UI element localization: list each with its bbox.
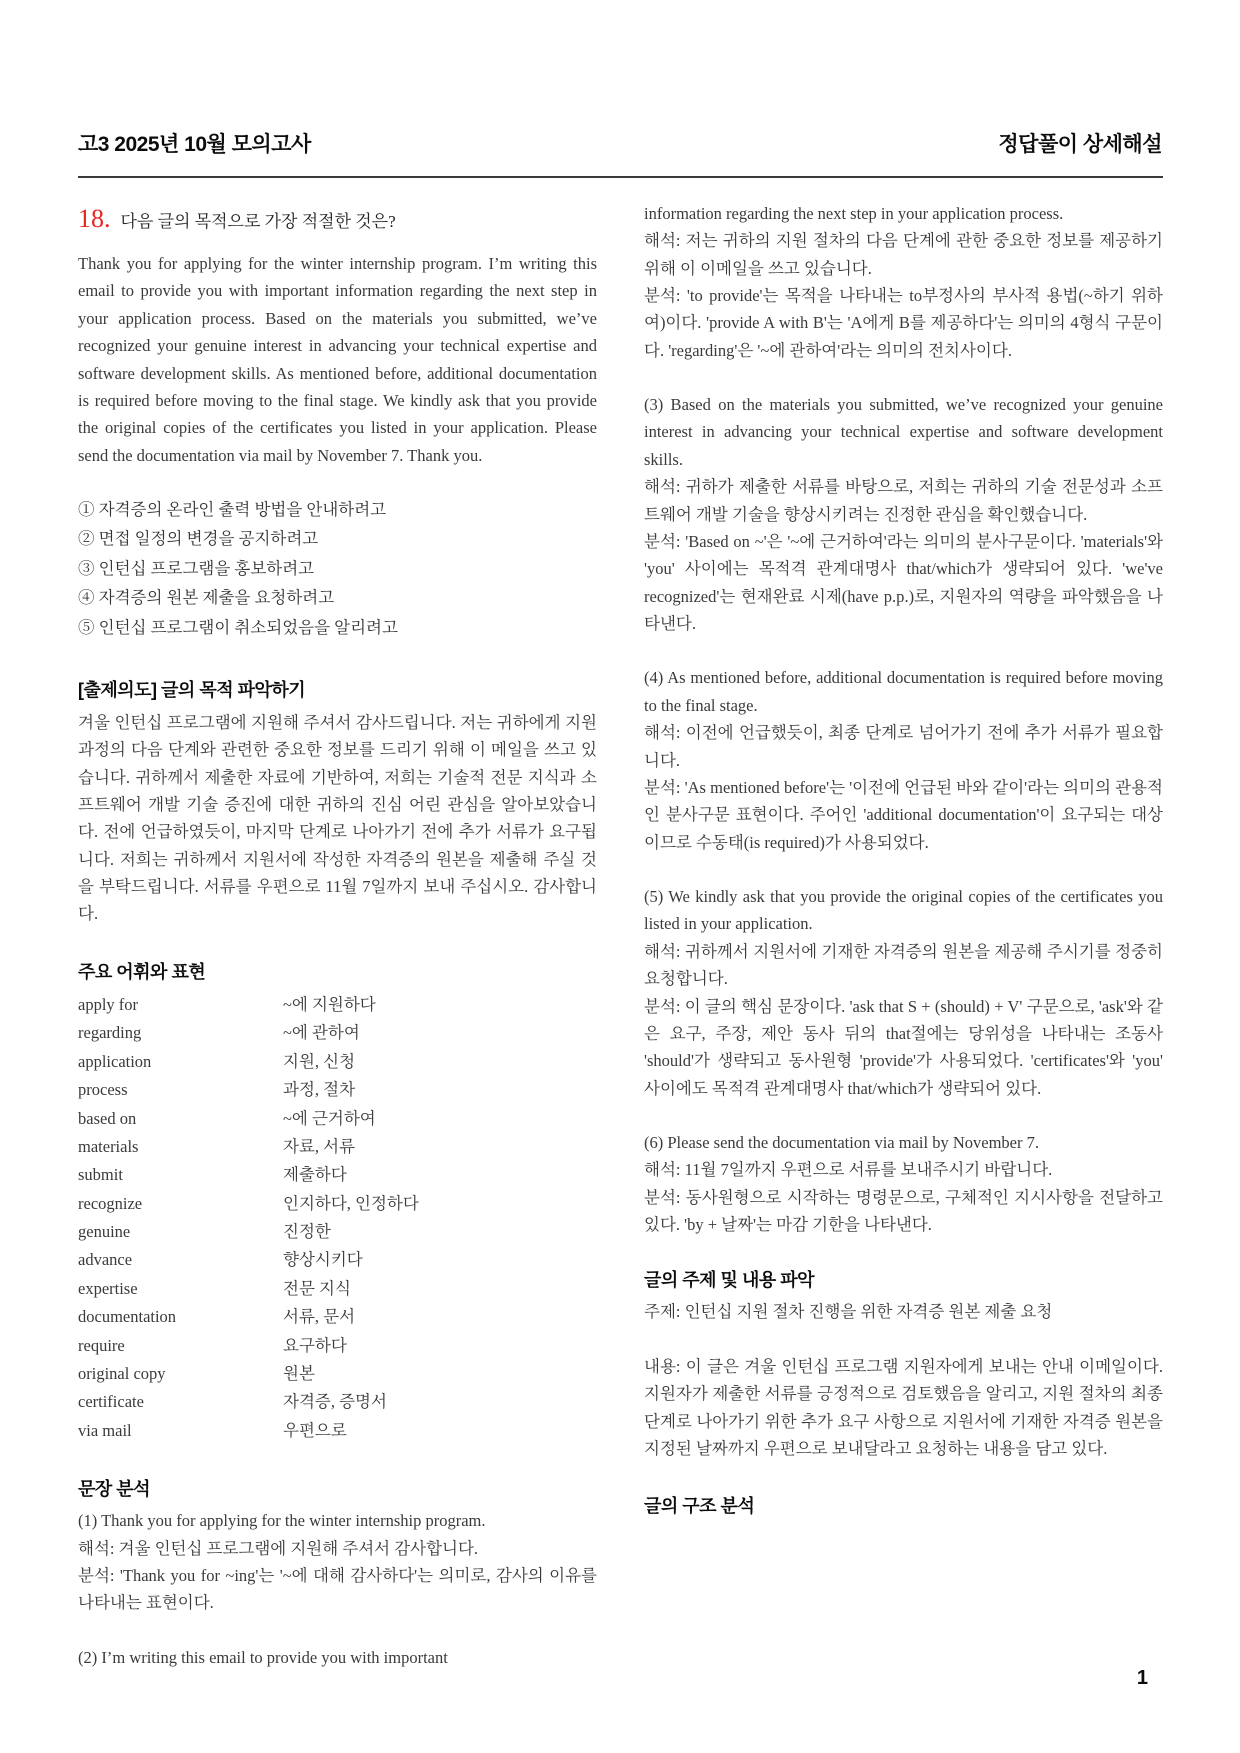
vocab-meaning: 제출하다 xyxy=(283,1165,347,1185)
vocab-term: submit xyxy=(78,1165,123,1185)
topic-theme: 주제: 인턴십 지원 절차 진행을 위한 자격증 원본 제출 요청 xyxy=(644,1302,1053,1322)
intent-heading: [출제의도] 글의 목적 파악하기 xyxy=(78,679,306,700)
header-right-title: 정답풀이 상세해설 xyxy=(998,133,1162,156)
vocab-term: application xyxy=(78,1051,152,1071)
vocab-meaning: 요구하다 xyxy=(283,1335,347,1355)
main-content xyxy=(0,178,1240,1701)
intent-section xyxy=(78,676,597,928)
vocab-meaning: 향상시키다 xyxy=(283,1250,363,1270)
vocab-meaning: 과정, 절차 xyxy=(283,1080,356,1100)
vocab-row xyxy=(78,1274,597,1302)
analysis-item-2-continued xyxy=(644,200,1163,364)
question-prompt: 다음 글의 목적으로 가장 적절한 것은? xyxy=(120,211,396,231)
analysis-translation: 해석: 11월 7일까지 우편으로 서류를 보내주시기 바랍니다. xyxy=(644,1160,1053,1180)
vocab-row xyxy=(78,1189,597,1217)
right-column xyxy=(644,200,1163,1551)
analysis-note: 분석: 'Thank you for ~ing'는 '~에 대해 감사하다'는 의미로, 감사의 이유를 나타내는 표현이다. xyxy=(78,1566,597,1613)
analysis-sentence: (6) Please send the documentation via mail by November 7. xyxy=(644,1133,1039,1153)
question-passage: Thank you for applying for the winter internship program. I’m writing this email to provide you with important information regarding the next step in your application process. Based on the materials you submitted, we’ve recognized your genuine interest in advancing your technical expertise and software development skills. As mentioned before, additional documentation is required before moving to the final stage. We kindly ask that you provide the original copies of the certificates you listed in your application. Please send the documentation via mail by November 7. Thank you. xyxy=(78,254,597,465)
vocab-meaning: 자격증, 증명서 xyxy=(283,1392,387,1412)
analysis-item-6 xyxy=(644,1129,1163,1239)
vocab-term: require xyxy=(78,1335,125,1355)
choice-item-2: ② 면접 일정의 변경을 공지하려고 xyxy=(78,529,319,549)
vocab-list xyxy=(78,991,597,1445)
analysis-sentence: (5) We kindly ask that you provide the original copies of the certificates you listed in your application. xyxy=(644,887,1163,934)
analysis-sentence: (1) Thank you for applying for the winter internship program. xyxy=(78,1511,486,1531)
vocab-term: based on xyxy=(78,1108,137,1128)
choice-item-1: ① 자격증의 온라인 출력 방법을 안내하려고 xyxy=(78,500,387,520)
analysis-item-1 xyxy=(78,1507,597,1617)
vocab-row xyxy=(78,1132,597,1160)
question-block xyxy=(78,203,597,642)
vocab-term: advance xyxy=(78,1250,133,1270)
topic-content: 내용: 이 글은 겨울 인턴십 프로그램 지원자에게 보내는 안내 이메일이다. 지원자가 제출한 서류를 긍정적으로 검토했음을 알리고, 지원 절차의 최종 단계로 나아가기 위한 추가 요구 사항으로 지원서에 기재한 자격증 원본을 지정된 날짜까지 우편으로 보내달라고 요청하는 내용을 담고 있다. xyxy=(644,1356,1163,1458)
vocab-term: regarding xyxy=(78,1023,142,1043)
vocab-row xyxy=(78,1076,597,1104)
vocab-meaning: ~에 지원하다 xyxy=(283,995,376,1015)
vocab-meaning: 진정한 xyxy=(283,1222,331,1242)
vocab-meaning: 서류, 문서 xyxy=(283,1307,356,1327)
vocab-meaning: 지원, 신청 xyxy=(283,1051,356,1071)
analysis-sentence: (3) Based on the materials you submitted, we’ve recognized your genuine interest in advancing your technical expertise and software development skills. xyxy=(644,395,1163,469)
analysis-sentence: (2) I’m writing this email to provide you with important xyxy=(78,1647,448,1667)
topic-heading: 글의 주제 및 내용 파악 xyxy=(644,1269,814,1290)
structure-section xyxy=(644,1492,1163,1521)
choice-item-3: ③ 인턴십 프로그램을 홍보하려고 xyxy=(78,558,315,578)
question-title-line xyxy=(78,203,597,236)
document-header xyxy=(0,0,1240,163)
analysis-note: 분석: 이 글의 핵심 문장이다. 'ask that S + (should) + V' 구문으로, 'ask'와 같은 요구, 주장, 제안 동사 뒤의 that절에는 당위성을 나타내는 조동사 'should'가 생략되고 동사원형 'provide'가 사용되었다. 'certificates'와 'you' 사이에도 목적격 관계대명사 that/which가 생략되어 있다. xyxy=(644,996,1163,1098)
analysis-item-5 xyxy=(644,883,1163,1102)
page-number: 1 xyxy=(1136,1666,1148,1689)
vocab-row xyxy=(78,1303,597,1331)
vocab-row xyxy=(78,1218,597,1246)
vocab-term: recognize xyxy=(78,1193,143,1213)
vocab-term: apply for xyxy=(78,995,139,1015)
vocab-section xyxy=(78,958,597,1445)
analysis-translation: 해석: 저는 귀하의 지원 절차의 다음 단계에 관한 중요한 정보를 제공하기 위해 이 이메일을 쓰고 있습니다. xyxy=(644,231,1163,278)
vocab-row xyxy=(78,991,597,1019)
analysis-sentence: (4) As mentioned before, additional documentation is required before moving to the final stage. xyxy=(644,668,1163,715)
vocab-row xyxy=(78,1104,597,1132)
analysis-translation: 해석: 겨울 인턴십 프로그램에 지원해 주셔서 감사합니다. xyxy=(78,1538,479,1558)
vocab-row xyxy=(78,1019,597,1047)
analysis-sentence: information regarding the next step in your application process. xyxy=(644,203,1064,223)
vocab-row xyxy=(78,1416,597,1444)
analysis-note: 분석: 'to provide'는 목적을 나타내는 to부정사의 부사적 용법(~하기 위하여)이다. 'provide A with B'는 'A에게 B를 제공하다'는 의미의 4형식 구문이다. 'regarding'은 '~에 관하여'라는 의미의 전치사이다. xyxy=(644,285,1163,360)
vocab-meaning: 전문 지식 xyxy=(283,1278,351,1298)
choices-list xyxy=(78,495,597,642)
sentence-analysis-heading: 문장 분석 xyxy=(78,1478,151,1499)
analysis-translation: 해석: 귀하께서 지원서에 기재한 자격증의 원본을 제공해 주시기를 정중히 요청합니다. xyxy=(644,941,1163,989)
left-column xyxy=(78,200,597,1701)
analysis-note: 분석: 'As mentioned before'는 '이전에 언급된 바와 같이'라는 의미의 관용적인 분사구문 표현이다. 주어인 'additional documentation'이 요구되는 대상이므로 수동태(is required)가 사용되었다. xyxy=(644,777,1163,852)
analysis-note: 분석: 동사원형으로 시작하는 명령문으로, 구체적인 지시사항을 전달하고 있다. 'by + 날짜'는 마감 기한을 나타낸다. xyxy=(644,1187,1163,1235)
topic-section xyxy=(644,1266,1163,1463)
analysis-translation: 해석: 귀하가 제출한 서류를 바탕으로, 저희는 귀하의 기술 전문성과 소프트웨어 개발 기술을 향상시키려는 진정한 관심을 확인했습니다. xyxy=(644,477,1163,524)
vocab-term: certificate xyxy=(78,1392,144,1412)
vocab-row xyxy=(78,1388,597,1416)
analysis-note: 분석: 'Based on ~'은 '~에 근거하여'라는 의미의 분사구문이다. 'materials'와 'you' 사이에는 목적격 관계대명사 that/which가 생략되어 있다. 'we've recognized'는 현재완료 시제(have p.p.)로, 지원자의 역량을 파악했음을 나타낸다. xyxy=(644,531,1163,634)
vocab-meaning: 인지하다, 인정하다 xyxy=(283,1193,419,1213)
vocab-heading: 주요 어휘와 표현 xyxy=(78,961,206,982)
intent-body: 겨울 인턴십 프로그램에 지원해 주셔서 감사드립니다. 저는 귀하에게 지원 과정의 다음 단계와 관련한 중요한 정보를 드리기 위해 이 메일을 쓰고 있습니다. 귀하께서 제출한 자료에 기반하여, 저희는 기술적 전문 지식과 소프트웨어 개발 기술 증진에 대한 귀하의 진심 어린 관심을 알아보았습니다. 전에 언급하였듯이, 마지막 단계로 나아가기 전에 추가 서류가 요구됩니다. 저희는 귀하께서 지원서에 작성한 자격증의 원본을 제출해 주실 것을 부탁드립니다. 서류를 우편으로 11월 7일까지 보내 주십시오. 감사합니다. xyxy=(78,712,597,924)
vocab-term: documentation xyxy=(78,1307,177,1327)
vocab-meaning: 원본 xyxy=(283,1363,315,1383)
vocab-term: genuine xyxy=(78,1222,131,1242)
vocab-term: materials xyxy=(78,1136,139,1156)
vocab-meaning: 자료, 서류 xyxy=(283,1136,356,1156)
analysis-translation: 해석: 이전에 언급했듯이, 최종 단계로 넘어가기 전에 추가 서류가 필요합니다. xyxy=(644,723,1163,770)
choice-item-4: ④ 자격증의 원본 제출을 요청하려고 xyxy=(78,588,335,608)
vocab-row xyxy=(78,1246,597,1274)
analysis-item-3 xyxy=(644,391,1163,637)
analysis-item-4 xyxy=(644,664,1163,856)
sentence-analysis-section xyxy=(78,1475,597,1672)
vocab-term: expertise xyxy=(78,1278,138,1298)
analysis-item-2-start xyxy=(78,1644,597,1671)
vocab-meaning: ~에 근거하여 xyxy=(283,1108,376,1128)
vocab-term: via mail xyxy=(78,1420,132,1440)
choice-item-5: ⑤ 인턴십 프로그램이 취소되었음을 알리려고 xyxy=(78,617,398,637)
structure-heading: 글의 구조 분석 xyxy=(644,1496,755,1517)
vocab-meaning: 우편으로 xyxy=(283,1420,347,1440)
vocab-row xyxy=(78,1161,597,1189)
header-left-title: 고3 2025년 10월 모의고사 xyxy=(78,133,311,156)
question-number: 18. xyxy=(78,203,111,233)
vocab-row xyxy=(78,1047,597,1075)
vocab-term: process xyxy=(78,1080,128,1100)
vocab-term: original copy xyxy=(78,1363,166,1383)
vocab-row xyxy=(78,1331,597,1359)
vocab-meaning: ~에 관하여 xyxy=(283,1023,360,1043)
vocab-row xyxy=(78,1359,597,1387)
